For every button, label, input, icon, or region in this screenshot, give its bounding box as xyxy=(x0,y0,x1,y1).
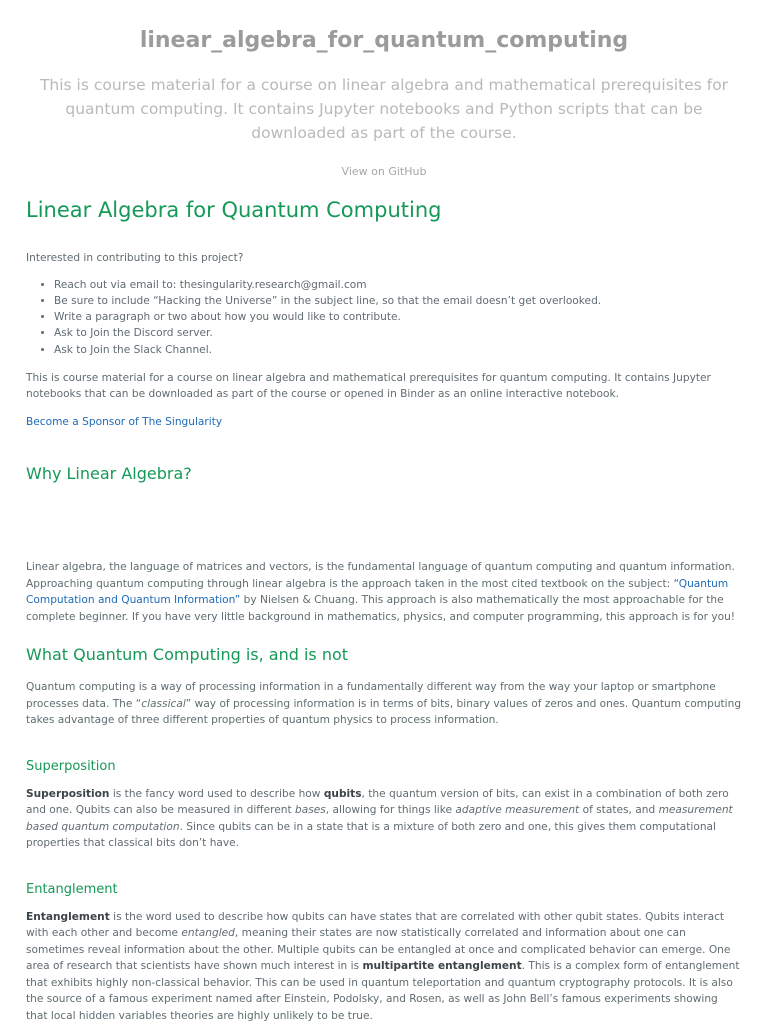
what-quantum-computing-heading: What Quantum Computing is, and is not xyxy=(26,645,349,665)
list-item: • Ask to Join the Slack Channel. xyxy=(54,342,742,358)
contribute-list xyxy=(26,277,742,358)
list-item: • Reach out via email to: thesingularity.research@gmail.com xyxy=(54,277,742,293)
project-title: linear_algebra_for_quantum_computing xyxy=(139,28,629,53)
list-item: • Write a paragraph or two about how you would like to contribute. xyxy=(54,309,742,325)
course-description: This is course material for a course on linear algebra and mathematical prerequisites for quantum computing. It contains Jupyter notebooks that can be downloaded as part of the course or opened in Binder as an online interactive notebook. xyxy=(26,371,711,401)
become-sponsor-link[interactable]: Become a Sponsor of The Singularity xyxy=(26,415,223,428)
list-item: • Be sure to include “Hacking the Universe” in the subject line, so that the email doesn’t get overlooked. xyxy=(54,293,742,309)
page-header xyxy=(0,0,768,179)
list-item: • Ask to Join the Discord server. xyxy=(54,325,742,341)
why-linear-algebra-paragraph: Linear algebra, the language of matrices and vectors, is the fundamental language of quantum computing and quantum information. Approaching quantum computing through linear algebra is the approach taken in the most cited textbook on the subject: “Quantum Computation and Quantum Information” by Nielsen & Chuang. This approach is also mathematically the most approachable for the complete beginner. If you have very little background in mathematics, physics, and computer programming, this approach is for you! xyxy=(26,561,736,623)
view-on-github-link[interactable]: View on GitHub xyxy=(341,165,427,178)
page-title: Linear Algebra for Quantum Computing xyxy=(26,198,442,222)
superposition-paragraph: Superposition is the fancy word used to describe how qubits, the quantum version of bits, can exist in a combination of both zero and one. Qubits can also be measured in different bases, allowing for things like adaptive measurement of states, and measurement based quantum computation. Since qubits can be in a state that is a mixture of both zero and one, this gives them computational properties that classical bits don’t have. xyxy=(26,787,733,850)
why-linear-algebra-heading: Why Linear Algebra? xyxy=(26,464,192,484)
what-quantum-computing-paragraph: Quantum computing is a way of processing information in a fundamentally different way from the way your laptop or smartphone processes data. The “classical” way of processing information is in terms of bits, binary values of zeros and ones. Quantum computing takes advantage of three different properties of quantum physics to process information. xyxy=(26,681,742,727)
contribute-question: Interested in contributing to this project? xyxy=(26,252,244,264)
superposition-heading: Superposition xyxy=(26,758,116,774)
main-content xyxy=(0,198,768,1024)
project-tagline: This is course material for a course on linear algebra and mathematical prerequisites for quantum computing. It contains Jupyter notebooks and Python scripts that can be downloaded as part of the course. xyxy=(39,76,729,142)
entanglement-paragraph: Entanglement is the word used to describe how qubits can have states that are correlated with other qubit states. Qubits interact with each other and become entangled, meaning their states are now statistically correlated and information about one can sometimes reveal information about the other. Multiple qubits can be entangled at once and complicated behavior can emerge. One area of research that scientists have shown much interest in is multipartite entanglement. This is a complex form of entanglement that exhibits highly non-classical behavior. This can be used in quantum teleportation and quantum cryptography protocols. It is also the source of a famous experiment named after Einstein, Podolsky, and Rosen, as well as John Bell’s famous experiments showing that local hidden variables theories are highly unlikely to be true. xyxy=(26,910,740,1022)
entanglement-heading: Entanglement xyxy=(26,881,118,897)
nielsen-chuang-book-link[interactable]: “Quantum Computation and Quantum Information” xyxy=(26,577,729,607)
